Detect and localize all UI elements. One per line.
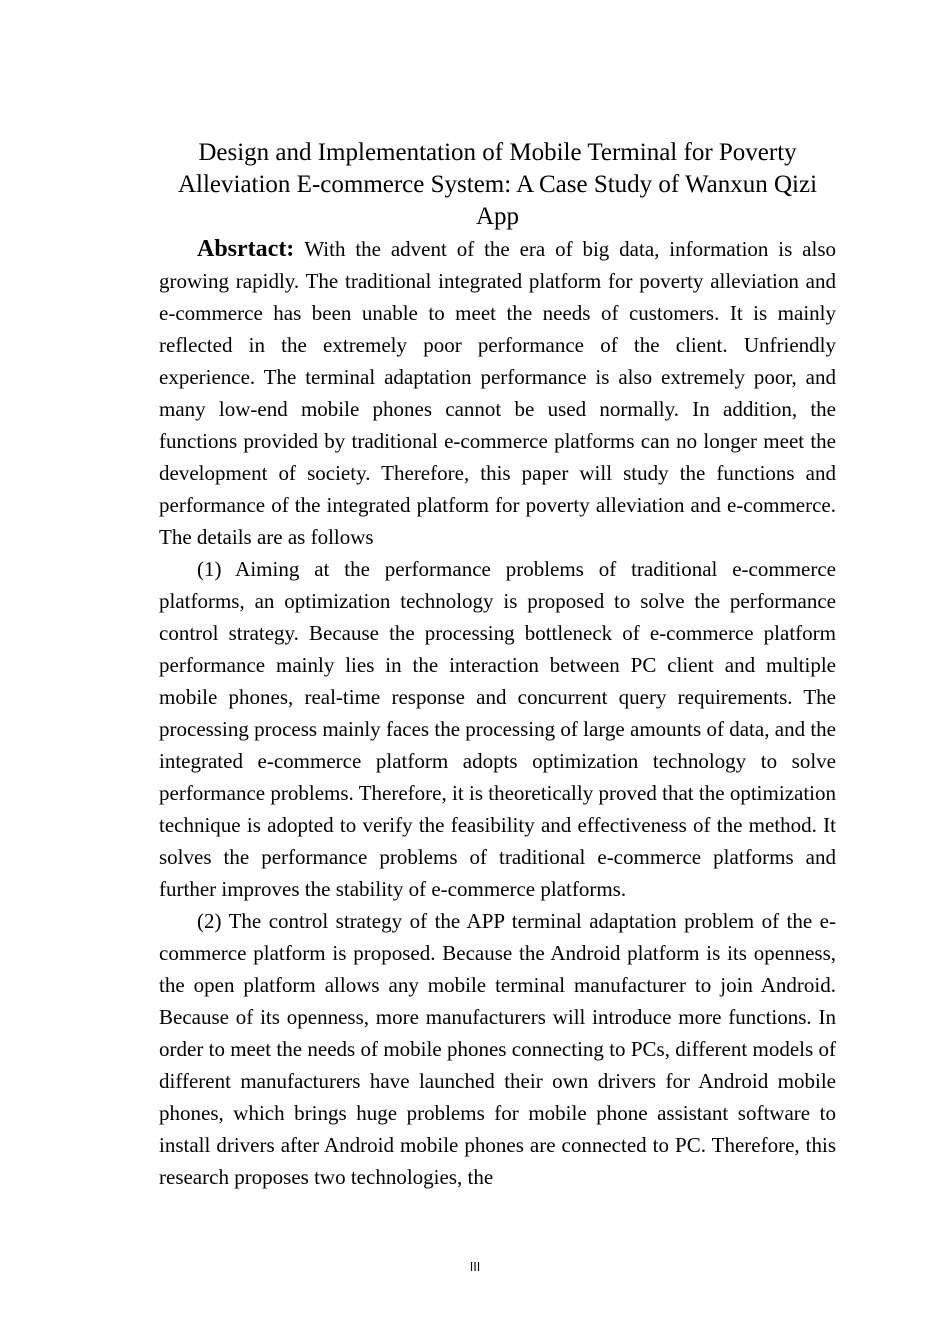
paper-page [159,137,836,1193]
paper-title: Design and Implementation of Mobile Terminal for Poverty Alleviation E-commerce System: A Case Study of Wanxun Qizi App [177,139,818,230]
abstract-paragraph [159,233,836,553]
abstract-text: With the advent of the era of big data, information is also growing rapidly. The traditional integrated platform for poverty alleviation and e-commerce has been unable to meet the needs of customers. It is mainly reflected in the extremely poor performance of the client. Unfriendly experience. The terminal adaptation performance is also extremely poor, and many low-end mobile phones cannot be used normally. In addition, the functions provided by traditional e-commerce platforms can no longer meet the development of society. Therefore, this paper will study the functions and performance of the integrated platform for poverty alleviation and e-commerce. The details are as follows [159,237,836,549]
abstract-label: Absrtact: [197,236,295,262]
page-number: III [469,1260,481,1274]
body-paragraph-1: (1) Aiming at the performance problems of traditional e-commerce platforms, an optimization technology is proposed to solve the performance control strategy. Because the processing bottleneck of e-commerce platform performance mainly lies in the interaction between PC client and multiple mobile phones, real-time response and concurrent query requirements. The processing process mainly faces the processing of large amounts of data, and the integrated e-commerce platform adopts optimization technology to solve performance problems. Therefore, it is theoretically proved that the optimization technique is adopted to verify the feasibility and effectiveness of the method. It solves the performance problems of traditional e-commerce platforms and further improves the stability of e-commerce platforms. [159,557,836,901]
body-paragraph-2: (2) The control strategy of the APP terminal adaptation problem of the e-commerce platform is proposed. Because the Android platform is its openness, the open platform allows any mobile terminal manufacturer to join Android. Because of its openness, more manufacturers will introduce more functions. In order to meet the needs of mobile phones connecting to PCs, different models of different manufacturers have launched their own drivers for Android mobile phones, which brings huge problems for mobile phone assistant software to install drivers after Android mobile phones are connected to PC. Therefore, this research proposes two technologies, the [159,909,836,1189]
